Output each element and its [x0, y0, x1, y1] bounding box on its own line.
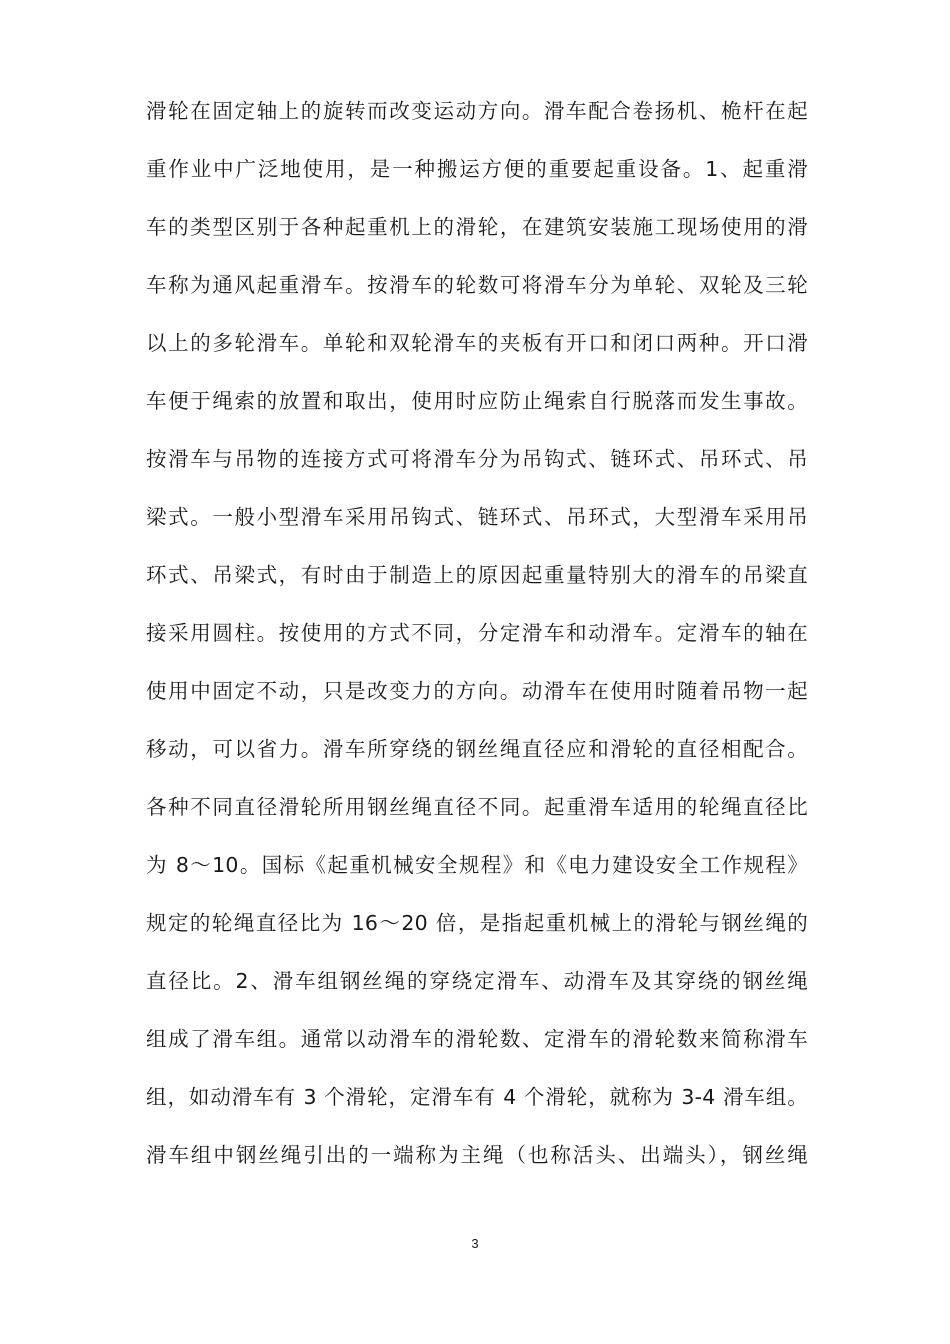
text-line: 为 8～10。国标《起重机械安全规程》和《电力建设安全工作规程》: [146, 853, 808, 877]
text-line: 以上的多轮滑车。单轮和双轮滑车的夹板有开口和闭口两种。开口滑: [146, 331, 808, 355]
text-line: 车便于绳索的放置和取出，使用时应防止绳索自行脱落而发生事故。: [146, 389, 808, 413]
text-line: 车的类型区别于各种起重机上的滑轮，在建筑安装施工现场使用的滑: [146, 215, 808, 239]
text-line: 使用中固定不动，只是改变力的方向。动滑车在使用时随着吊物一起: [146, 679, 808, 703]
text-line: 直径比。2、滑车组钢丝绳的穿绕定滑车、动滑车及其穿绕的钢丝绳: [146, 969, 808, 993]
body-text: [146, 88, 808, 1190]
text-line: 环式、吊梁式，有时由于制造上的原因起重量特别大的滑车的吊梁直: [146, 563, 808, 587]
text-line: 组，如动滑车有 3 个滑轮，定滑车有 4 个滑轮，就称为 3-4 滑车组。: [146, 1085, 808, 1109]
text-line: 重作业中广泛地使用，是一种搬运方便的重要起重设备。1、起重滑: [146, 157, 808, 181]
page-number: 3: [471, 1236, 479, 1251]
text-line: 移动，可以省力。滑车所穿绕的钢丝绳直径应和滑轮的直径相配合。: [146, 737, 808, 761]
text-line: 滑车组中钢丝绳引出的一端称为主绳（也称活头、出端头），钢丝绳: [146, 1143, 808, 1167]
text-line: 规定的轮绳直径比为 16～20 倍，是指起重机械上的滑轮与钢丝绳的: [146, 911, 808, 935]
text-line: 组成了滑车组。通常以动滑车的滑轮数、定滑车的滑轮数来简称滑车: [146, 1027, 808, 1051]
text-line: 梁式。一般小型滑车采用吊钩式、链环式、吊环式，大型滑车采用吊: [146, 505, 808, 529]
text-line: 各种不同直径滑轮所用钢丝绳直径不同。起重滑车适用的轮绳直径比: [146, 795, 808, 819]
text-line: 接采用圆柱。按使用的方式不同，分定滑车和动滑车。定滑车的轴在: [146, 621, 808, 645]
text-line: 车称为通风起重滑车。按滑车的轮数可将滑车分为单轮、双轮及三轮: [146, 273, 808, 297]
text-line: 按滑车与吊物的连接方式可将滑车分为吊钩式、链环式、吊环式、吊: [146, 447, 808, 471]
text-line: 滑轮在固定轴上的旋转而改变运动方向。滑车配合卷扬机、桅杆在起: [146, 99, 808, 123]
